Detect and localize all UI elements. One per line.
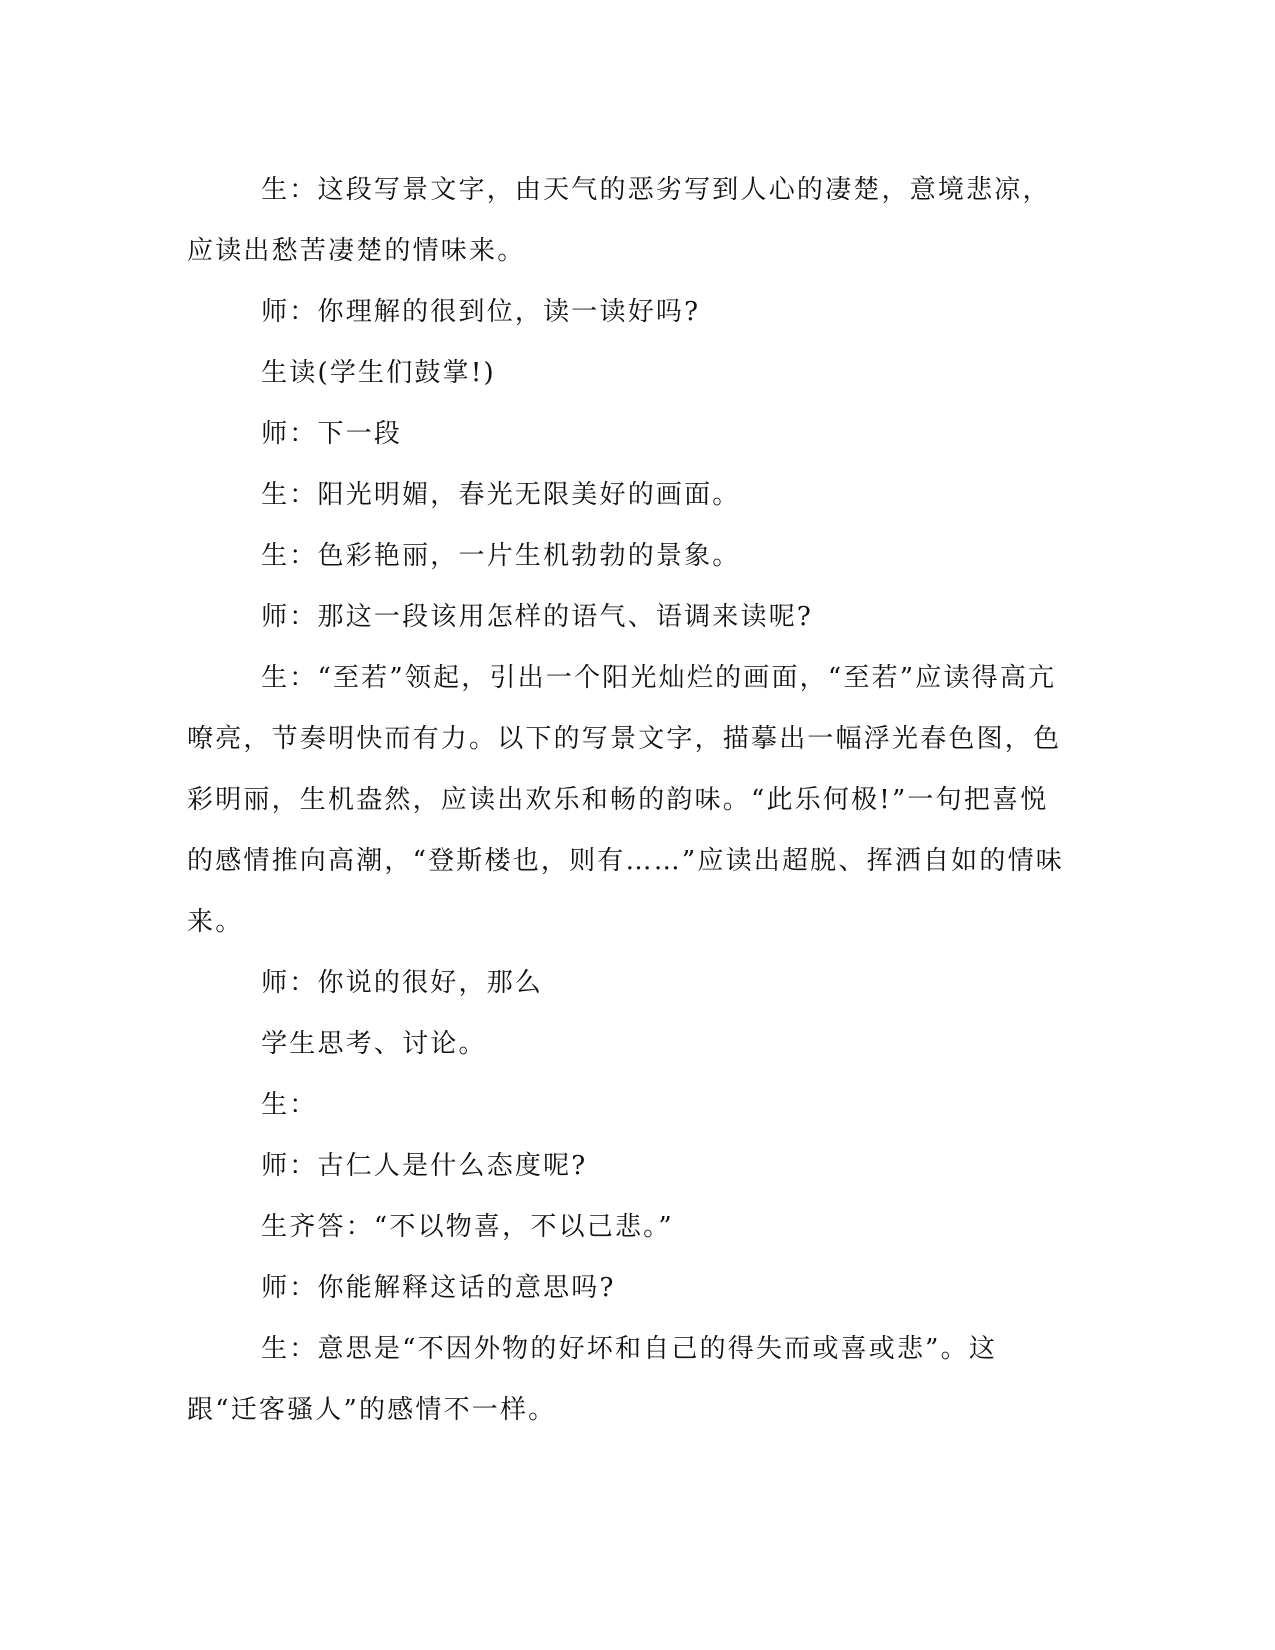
paragraph-2: 师：你理解的很到位，读一读好吗? <box>261 297 701 327</box>
paragraph-14: 师：你能解释这话的意思吗? <box>261 1273 616 1303</box>
paragraph-3: 生读(学生们鼓掌!) <box>261 358 496 388</box>
paragraph-6: 生：色彩艳丽，一片生机勃勃的景象。 <box>261 541 741 571</box>
paragraph-13: 生齐答：“不以物喜，不以己悲。” <box>261 1212 674 1242</box>
paragraph-11: 生： <box>261 1090 318 1120</box>
paragraph-5: 生：阳光明媚，春光无限美好的画面。 <box>261 480 741 510</box>
paragraph-12: 师：古仁人是什么态度呢? <box>261 1151 588 1181</box>
document-body <box>187 160 1067 1441</box>
paragraph-15: 生：意思是“不因外物的好坏和自己的得失而或喜或悲”。这跟“迁客骚人”的感情不一样。 <box>187 1334 998 1425</box>
paragraph-8: 生：“至若”领起，引出一个阳光灿烂的画面，“至若”应读得高亢嘹亮，节奏明快而有力。以下的写景文字，描摹出一幅浮光春色图，色彩明丽，生机盎然，应读出欢乐和畅的韵味。“此乐何极!”一句把喜悦的感情推向高潮，“登斯楼也，则有……”应读出超脱、挥洒自如的情味来。 <box>187 663 1064 937</box>
paragraph-4: 师：下一段 <box>261 419 403 449</box>
paragraph-10: 学生思考、讨论。 <box>261 1029 487 1059</box>
paragraph-9: 师：你说的很好，那么 <box>261 968 544 998</box>
paragraph-1: 生：这段写景文字，由天气的恶劣写到人心的凄楚，意境悲凉，应读出愁苦凄楚的情味来。 <box>187 175 1051 266</box>
paragraph-7: 师：那这一段该用怎样的语气、语调来读呢? <box>261 602 814 632</box>
